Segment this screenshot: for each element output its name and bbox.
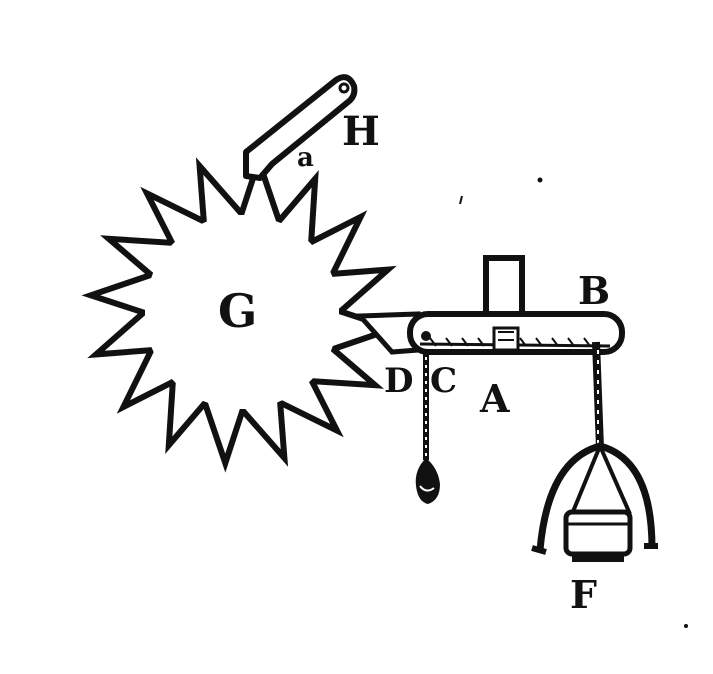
label-c: C (430, 361, 458, 401)
label-g: G (218, 284, 258, 338)
pan-chain (596, 342, 600, 448)
label-d: D (384, 361, 414, 401)
label-f: F (570, 572, 597, 617)
scale-pan (532, 446, 658, 562)
label-a: A (480, 376, 510, 421)
label-b: B (578, 268, 611, 313)
label-a-small: a (297, 143, 314, 173)
label-h: H (342, 108, 380, 155)
